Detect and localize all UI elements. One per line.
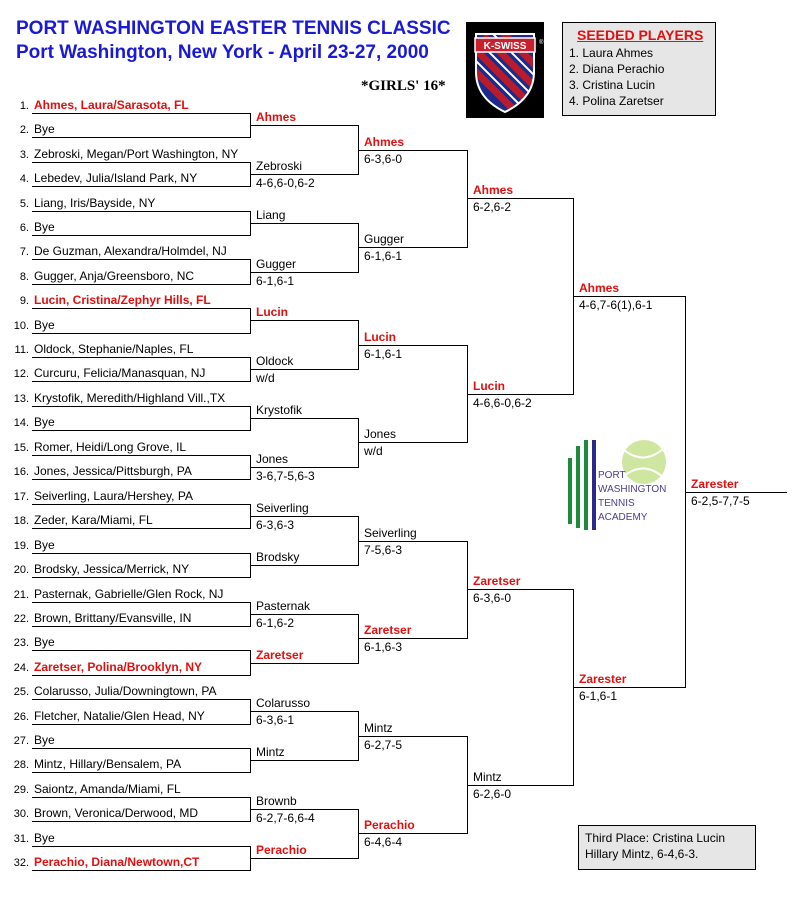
bracket-line [358,638,467,639]
entry-number: 16. [13,466,29,478]
winner-entry: Krystofik [256,403,303,417]
entry-number: 14. [13,417,29,430]
bracket-line [250,272,358,273]
bracket-line [32,357,250,358]
player-entry: Brodsky, Jessica/Merrick, NY [34,562,190,577]
bracket-line [32,821,250,822]
bracket-line [32,675,250,676]
entry-number: 25. [13,686,29,699]
bracket-line [32,577,250,578]
entry-number: 28. [13,759,29,772]
academy-logo [560,436,680,536]
winner-entry: Gugger [256,256,297,271]
player-entry: Brown, Brittany/Evansville, IN [34,611,192,625]
player-entry: Brown, Veronica/Derwood, MD [34,806,199,821]
match-score: 6-1,6-3 [364,640,403,655]
bracket-line [32,430,250,431]
winner-entry: Perachio [364,818,415,833]
player-entry: Saiontz, Amanda/Miami, FL [34,781,181,796]
winner-entry: Mintz [364,720,393,735]
entry-number: 15. [13,441,29,454]
tournament-title: PORT WASHINGTON EASTER TENNIS CLASSIC [16,18,451,39]
match-score: 6-4,6-4 [364,835,403,850]
bracket-line [32,553,250,554]
match-score: w/d [256,371,275,386]
player-entry: Bye [34,733,55,747]
bracket-line [250,809,358,810]
bracket-line [32,113,250,114]
match-score: w/d [364,444,383,459]
bracket-line [467,198,573,199]
entry-number: 31. [13,832,29,845]
entry-number: 22. [13,613,29,625]
bracket-line [685,492,787,493]
bracket-line [358,345,467,346]
bracket-line [32,699,250,700]
bracket-line [358,150,467,151]
entry-number: 23. [13,637,29,650]
winner-entry: Ahmes [473,183,514,198]
match-score: 4-6,6-0,6-2 [473,395,532,410]
bracket-line [250,223,358,224]
bracket-line [32,333,250,334]
seed-item: 1. Laura Ahmes [569,46,654,60]
entry-number: 26. [13,710,29,723]
player-entry: Seiverling, Laura/Hershey, PA [34,489,193,503]
match-score: 6-1,6-1 [256,273,295,288]
player-entry: Pasternak, Gabrielle/Glen Rock, NJ [34,586,224,601]
winner-entry: Brownb [256,794,297,808]
bracket-line [250,663,358,664]
bracket-line [250,858,358,859]
entry-number: 2. [19,124,29,137]
bracket-line [32,479,250,480]
trademark-mark: ® [539,40,544,46]
seed-item: 4. Polina Zaretser [569,94,664,108]
winner-entry: Zarester [579,672,627,686]
entry-number: 32. [13,857,29,869]
match-score: 6-3,6-1 [256,713,295,728]
entry-number: 10. [13,319,29,332]
bracket-line [358,442,467,443]
match-score: 6-3,6-0 [364,151,403,166]
division-label: *GIRLS' 16* [361,78,446,94]
player-entry: Perachio, Diana/Newtown,CT [34,855,200,869]
bracket-line [32,235,250,236]
entry-number: 5. [19,197,29,210]
match-score: 6-3,6-0 [473,591,512,606]
bracket-line [250,418,358,419]
bracket-line [32,650,250,651]
player-entry: Jones, Jessica/Pittsburgh, PA [34,464,192,478]
bracket-line [32,797,250,798]
entry-number: 4. [19,173,29,186]
bracket-line [32,772,250,773]
bracket-line [32,211,250,212]
match-score: 6-3,6-3 [256,518,295,533]
bracket-line [467,785,573,786]
seeded-players-box [562,22,716,116]
winner-entry: Brodsky [256,550,300,564]
bracket-line [358,541,467,542]
bracket-line [250,760,358,761]
match-score: 3-6,7-5,6-3 [256,468,315,483]
entry-number: 29. [13,783,29,796]
winner-entry: Zaretser [364,623,412,638]
tournament-subtitle: Port Washington, New York - April 23-27, 2000 [16,42,429,63]
entry-number: 27. [13,735,29,747]
bracket-line [250,711,358,712]
winner-entry: Mintz [473,769,502,784]
bracket-line [250,565,358,566]
winner-entry: Pasternak [256,598,311,613]
bracket-line [32,870,250,871]
match-score: 4-6,7-6(1),6-1 [579,298,653,312]
bracket-line [32,284,250,285]
player-entry: Bye [34,122,55,137]
winner-entry: Lucin [364,329,396,344]
winner-entry: Lucin [256,305,288,320]
bracket-line [32,259,250,260]
match-score: 6-2,6-0 [473,786,512,801]
entry-number: 18. [13,515,29,528]
winner-entry: Zaretser [473,574,521,589]
bracket-line [250,369,358,370]
entry-number: 17. [13,491,29,503]
bracket-line [32,724,250,725]
entry-number: 30. [13,808,29,821]
entry-number: 8. [19,270,29,283]
player-entry: Bye [34,635,55,650]
bracket-line [32,748,250,749]
player-entry: Colarusso, Julia/Downingtown, PA [34,684,217,699]
winner-entry: Perachio [256,842,307,857]
player-entry: Bye [34,220,55,234]
third-place-line: Hillary Mintz, 6-4,6-3. [585,847,699,861]
seeded-players-title: SEEDED PLAYERS [577,27,704,43]
bracket-line [250,516,358,517]
winner-entry: Liang [256,207,286,222]
bracket-line [250,320,358,321]
bracket-line [32,186,250,187]
svg-text:WASHINGTON: WASHINGTON [598,484,667,495]
bracket-line [32,381,250,382]
bracket-line [250,125,358,126]
bracket-line [467,394,573,395]
winner-entry: Oldock [256,354,294,369]
player-entry: Lebedev, Julia/Island Park, NY [34,171,198,186]
player-entry: Fletcher, Natalie/Glen Head, NY [34,708,205,723]
svg-text:ACADEMY: ACADEMY [598,512,648,523]
bracket-line [32,528,250,529]
entry-number: 3. [19,148,29,161]
entry-number: 6. [19,222,29,234]
champion-score: 6-2,5-7,7-5 [691,493,750,508]
entry-number: 13. [13,392,29,405]
bracket-line [358,833,467,834]
bracket-line [32,846,250,847]
bracket-line [573,296,685,297]
bracket-line [467,589,573,590]
player-entry: Liang, Iris/Bayside, NY [34,195,156,210]
player-entry: Zeder, Kara/Miami, FL [34,513,153,528]
bracket-line [32,626,250,627]
bracket-line [32,162,250,163]
entry-number: 7. [19,246,29,259]
match-score: 4-6,6-0,6-2 [256,176,315,190]
bracket-line [32,308,250,309]
winner-entry: Seiverling [364,525,417,540]
match-score: 6-2,7-5 [364,737,403,752]
bracket-line [32,504,250,505]
player-entry: Romer, Heidi/Long Grove, IL [34,439,187,454]
entry-number: 11. [14,344,29,356]
player-entry: Curcuru, Felicia/Manasquan, NJ [34,366,206,381]
player-entry: Zebroski, Megan/Port Washington, NY [34,146,239,161]
player-entry: Bye [34,317,55,332]
winner-entry: Jones [364,427,397,442]
winner-entry: Gugger [364,232,405,247]
player-entry: Bye [34,537,55,552]
entry-number: 12. [13,368,29,381]
entry-number: 19. [13,539,29,552]
entry-number: 20. [13,564,29,577]
third-place-box [578,825,756,870]
seed-item: 2. Diana Perachio [569,62,665,76]
player-entry: Oldock, Stephanie/Naples, FL [34,342,194,356]
winner-entry: Jones [256,451,289,466]
match-score: 6-1,6-1 [579,689,618,703]
entry-number: 1. [19,100,29,112]
player-entry: De Guzman, Alexandra/Holmdel, NJ [34,244,227,259]
player-entry: Bye [34,830,55,845]
player-entry: Mintz, Hillary/Bensalem, PA [34,757,182,772]
k-swiss-text: K-SWISS [483,41,527,52]
bracket-line [32,602,250,603]
svg-text:TENNIS: TENNIS [598,498,635,509]
winner-entry: Ahmes [256,110,297,125]
bracket-line [250,614,358,615]
winner-entry: Zaretser [256,647,304,662]
winner-entry: Ahmes [364,134,405,149]
player-entry: Krystofik, Meredith/Highland Vill.,TX [34,390,226,405]
winner-entry: Zebroski [256,159,303,173]
player-entry: Gugger, Anja/Greensboro, NC [34,268,195,283]
bracket-line [358,247,467,248]
winner-entry: Colarusso [256,696,311,711]
player-entry: Bye [34,415,55,430]
bracket-line [32,406,250,407]
player-entry: Ahmes, Laura/Sarasota, FL [34,98,189,112]
entry-number: 9. [19,295,29,308]
bracket-line [358,736,467,737]
winner-entry: Ahmes [579,281,620,295]
champion-entry: Zarester [691,476,739,491]
player-entry: Zaretser, Polina/Brooklyn, NY [34,659,203,674]
entry-number: 21. [13,588,29,601]
match-score: 6-1,6-1 [364,346,403,361]
third-place-line: Third Place: Cristina Lucin [585,831,726,845]
match-score: 6-2,6-2 [473,200,512,215]
bracket-line [250,467,358,468]
match-score: 6-1,6-2 [256,615,295,630]
winner-entry: Mintz [256,745,285,760]
match-score: 6-2,7-6,6-4 [256,811,315,825]
bracket-line [32,137,250,138]
bracket-line [32,455,250,456]
winner-entry: Seiverling [256,501,309,516]
k-swiss-logo [466,22,544,118]
player-entry: Lucin, Cristina/Zephyr Hills, FL [34,293,211,308]
winner-entry: Lucin [473,378,505,393]
seed-item: 3. Cristina Lucin [569,78,656,92]
svg-text:PORT: PORT [598,470,626,481]
bracket-line [573,687,685,688]
bracket-line [250,174,358,175]
match-score: 6-1,6-1 [364,249,403,264]
match-score: 7-5,6-3 [364,542,403,557]
entry-number: 24. [13,661,29,674]
